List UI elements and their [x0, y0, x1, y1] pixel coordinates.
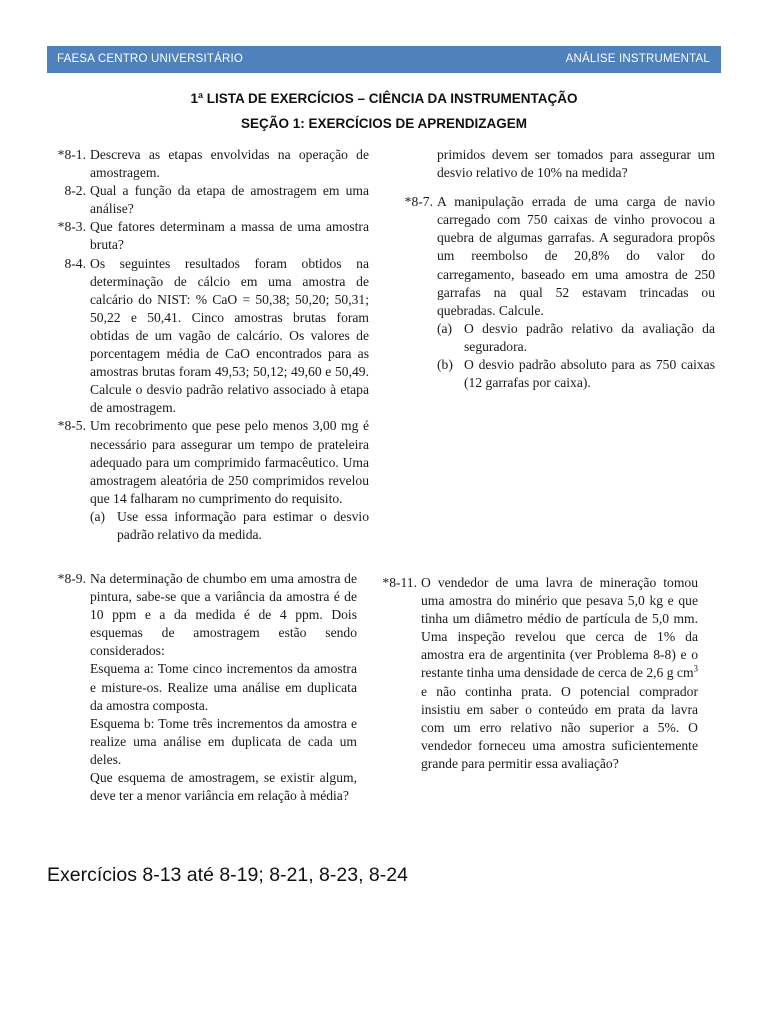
exercise-number: 8-4.	[64, 255, 86, 271]
exercise-question: Que esquema de amostragem, se existir algum, deve ter a menor variância em relação à média?	[90, 770, 357, 804]
exercise-text: A manipulação errada de uma carga de navio carregado com 750 caixas de vinho provocou a quebra de algumas garrafas. A seguradora propôs um reembolso de 20,8% do valor do carregamento, baseado em uma amostra de 250 garrafas na qual 52 estavam trincadas ou quebradas. Calcule.	[437, 194, 715, 318]
exercise-8-5-item-a	[90, 508, 369, 544]
scheme-a: Esquema a: Tome cinco incrementos da amostra e misture-os. Realize uma análise em duplicata da amostra composta.	[90, 661, 357, 713]
section-title: SEÇÃO 1: EXERCÍCIOS DE APRENDIZAGEM	[240, 116, 528, 131]
exercise-text: Qual a função da etapa de amostragem em uma análise?	[90, 183, 369, 217]
exercise-8-7-item-b	[437, 356, 715, 392]
item-text: O desvio padrão relativo da avaliação da seguradora.	[464, 320, 715, 354]
exercise-8-2	[55, 182, 369, 218]
page-title: 1ª LISTA DE EXERCÍCIOS – CIÊNCIA DA INSTRUMENTAÇÃO	[190, 91, 578, 106]
exercise-text: primidos devem ser tomados para assegurar um desvio relativo de 10% na medida?	[437, 147, 715, 181]
scheme-b: Esquema b: Tome três incrementos da amostra e realize uma análise em duplicata de cada um deles.	[90, 715, 357, 767]
exercise-8-5	[55, 417, 369, 544]
additional-exercises: Exercícios 8-13 até 8-19; 8-21, 8-23, 8-24	[47, 864, 408, 886]
exercise-number: *8-9.	[57, 571, 86, 586]
left-column-bottom	[55, 570, 357, 805]
item-text: O desvio padrão absoluto para as 750 caixas (12 garrafas por caixa).	[464, 357, 715, 391]
exercise-8-7-item-a	[437, 320, 715, 356]
exercise-number: *8-11.	[382, 575, 417, 590]
exercise-text-continued: e não continha prata. O potencial comprador insistiu em saber o conteúdo em prata da lavra com um erro relativo não superior a 5%. O vendedor forneceu uma amostra suficientemente grande para permitir essa avaliação?	[421, 683, 698, 771]
exercise-text: Que fatores determinam a massa de uma amostra bruta?	[90, 219, 369, 253]
exercise-number: *8-3.	[57, 219, 86, 235]
exercise-text: Um recobrimento que pese pelo menos 3,00 mg é necessário para assegurar um tempo de prateleira adequado para um comprimido farmacêutico. Uma amostragem aleatória de 250 comprimidos revelou que 14 falharam no cumprimento do requisito.	[90, 418, 369, 506]
left-column-top	[55, 146, 369, 544]
exercise-8-3	[55, 218, 369, 254]
item-label: (b)	[437, 357, 453, 373]
exercise-8-9	[55, 570, 357, 805]
header-institution: FAESA CENTRO UNIVERSITÁRIO	[57, 53, 244, 65]
superscript: 3	[693, 663, 699, 674]
exercise-number: *8-1.	[57, 147, 86, 162]
exercise-8-7	[402, 193, 715, 392]
exercise-8-5-continued	[402, 146, 715, 182]
exercise-text: Na determinação de chumbo em uma amostra de pintura, sabe-se que a variância da amostra é de 10 ppm e a da medida é de 4 ppm. Dois esquemas de amostragem estão sendo considerados:	[90, 571, 357, 659]
header-bar	[47, 46, 721, 73]
exercise-number: *8-5.	[57, 418, 86, 434]
item-text: Use essa informação para estimar o desvio padrão relativo da medida.	[117, 508, 369, 542]
exercise-number: *8-7.	[404, 194, 433, 210]
header-course: ANÁLISE INSTRUMENTAL	[565, 53, 710, 65]
exercise-number: 8-2.	[64, 183, 86, 199]
exercise-text: Descreva as etapas envolvidas na operação de amostragem.	[90, 147, 369, 181]
item-label: (a)	[437, 320, 453, 336]
exercise-text: Os seguintes resultados foram obtidos na determinação de cálcio em uma amostra de calcário do NIST: % CaO = 50,38; 50,20; 50,31; 50,22 e 50,41. Cinco amostras brutas foram obtidas de um vagão de calcário. Os valores de porcentagem média de CaO encontrados para as amostras brutas foram 49,53; 50,12; 49,60 e 50,49. Calcule o desvio padrão relativo associado à etapa de amostragem.	[90, 255, 369, 416]
exercise-8-4	[55, 255, 369, 418]
exercise-8-11	[384, 574, 698, 773]
exercise-text: O vendedor de uma lavra de mineração tomou uma amostra do minério que pesava 5,0 kg e que tinha um diâmetro médio de partícula de 5,0 mm. Uma inspeção revelou que cerca de 1% da amostra era de argentinita (ver Problema 8-8) e o restante tinha uma densidade de cerca de 2,6 g cm	[421, 575, 698, 681]
right-column-top	[402, 146, 715, 392]
exercise-8-1	[55, 146, 369, 182]
right-column-bottom	[384, 574, 698, 773]
item-label: (a)	[90, 508, 106, 524]
